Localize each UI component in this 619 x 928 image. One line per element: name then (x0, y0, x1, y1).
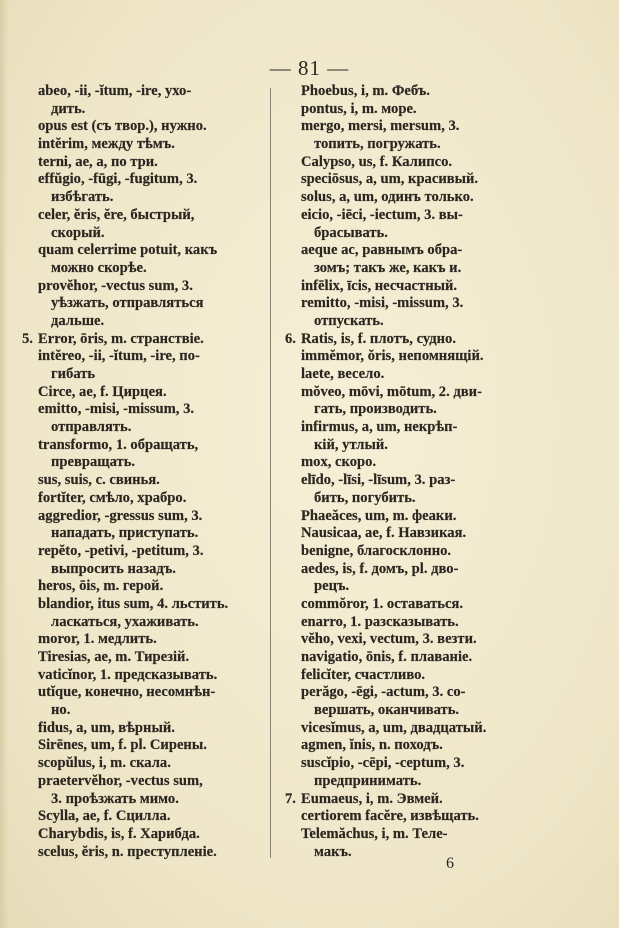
glossary-entry-line (285, 331, 585, 349)
glossary-entry-line (285, 454, 585, 472)
entry-continuation-line (285, 490, 585, 508)
entry-text: certiorem facĕre, извѣщать. (301, 808, 479, 825)
entry-text: opus est (съ твор.), нужно. (38, 118, 207, 135)
entry-text: effŭgio, -fūgi, -fugitum, 3. (38, 171, 198, 188)
entry-text: repĕto, -petivi, -petitum, 3. (38, 542, 204, 559)
entry-text: превращать. (51, 454, 136, 471)
glossary-entry-line (285, 154, 585, 172)
glossary-entry-line (22, 667, 272, 685)
glossary-entry-line (285, 525, 585, 543)
glossary-entry-line (22, 207, 272, 225)
left-column (22, 83, 272, 861)
entry-text: scelus, ĕris, n. преступленіе. (38, 843, 217, 860)
entry-text: Phoebus, i, m. Фебъ. (301, 83, 430, 99)
entry-text: laete, весело. (301, 366, 385, 382)
entry-text: Eumaeus, i, m. Эвмей. (301, 790, 443, 807)
glossary-entry-line (22, 578, 272, 596)
entry-continuation-line (22, 454, 272, 472)
entry-text: solus, a, um, одинъ только. (301, 189, 474, 206)
entry-text: гибать (51, 366, 96, 382)
entry-continuation-line (285, 136, 585, 154)
glossary-entry-line (22, 844, 272, 862)
entry-text: Error, ōris, m. странствіе. (38, 330, 204, 347)
entry-text: abeo, -ii, -ĭtum, -ire, ухо- (38, 83, 192, 99)
entry-text: Nausicaa, ae, f. Навзикая. (301, 525, 467, 542)
entry-text: зомъ; такъ же, какъ и. (314, 259, 462, 276)
glossary-entry-line (22, 631, 272, 649)
entry-text: benigne, благосклонно. (301, 542, 452, 559)
entry-text: navigatio, ōnis, f. плаваніе. (301, 649, 473, 665)
glossary-entry-line (22, 118, 272, 136)
glossary-entry-line (22, 596, 272, 614)
section-number: 7. (285, 790, 296, 807)
entry-text: кій, утлый. (314, 436, 388, 453)
entry-text: бить, погубить. (314, 489, 416, 506)
entry-text: commŏror, 1. оставаться. (301, 595, 464, 612)
entry-text: eicio, -iēci, -iectum, 3. вы- (301, 206, 463, 223)
entry-text: рецъ. (314, 578, 350, 595)
entry-text: speciōsus, a, um, красивый. (301, 171, 479, 188)
entry-text: pontus, i, m. море. (301, 100, 417, 117)
glossary-entry-line (285, 189, 585, 207)
glossary-entry-line (285, 101, 585, 119)
entry-text: предпринимать. (314, 772, 422, 789)
entry-continuation-line (285, 260, 585, 278)
entry-text: брасывать. (314, 224, 388, 241)
entry-text: отпускать. (314, 312, 384, 329)
entry-text: отправлять. (51, 419, 132, 436)
entry-text: emitto, -misi, -missum, 3. (38, 401, 195, 418)
glossary-entry-line (22, 543, 272, 561)
entry-continuation-line (22, 260, 272, 278)
entry-continuation-line (22, 791, 272, 809)
glossary-entry-line (285, 684, 585, 702)
entry-text: perăgo, -ēgi, -actum, 3. со- (301, 684, 466, 701)
entry-text: нападать, приступать. (51, 525, 199, 542)
entry-text: praetervĕhor, -vectus sum, (38, 772, 203, 789)
glossary-entry-line (285, 508, 585, 526)
entry-continuation-line (22, 189, 272, 207)
glossary-entry-line (285, 826, 585, 844)
entry-text: избѣгать. (51, 189, 114, 206)
entry-text: mŏveo, mōvi, mōtum, 2. дви- (301, 383, 482, 400)
entry-text: moror, 1. медлить. (38, 631, 157, 648)
glossary-entry-line (285, 118, 585, 136)
entry-continuation-line (285, 578, 585, 596)
entry-text: 3. проѣзжать мимо. (51, 790, 179, 807)
entry-text: transformo, 1. обращать, (38, 436, 199, 453)
glossary-entry-line (22, 808, 272, 826)
entry-text: Circe, ae, f. Цирцея. (38, 383, 167, 400)
entry-text: immĕmor, ŏris, непомнящій. (301, 348, 484, 365)
entry-text: terni, ae, a, по три. (38, 153, 158, 170)
glossary-entry-line (22, 331, 272, 349)
glossary-entry-line (285, 720, 585, 738)
entry-text: vaticĭnor, 1. предсказывать. (38, 666, 218, 683)
page-number: — 81 — (269, 56, 350, 80)
entry-text: Telemăchus, i, m. Теле- (301, 825, 448, 842)
entry-text: Charybdis, is, f. Харибда. (38, 825, 200, 842)
entry-continuation-line (285, 702, 585, 720)
entry-text: можно скорѣе. (51, 259, 147, 276)
entry-text: дить. (51, 100, 86, 117)
glossary-entry-line (22, 508, 272, 526)
entry-continuation-line (22, 702, 272, 720)
entry-text: fortĭter, смѣло, храбро. (38, 489, 187, 506)
glossary-entry-line (285, 755, 585, 773)
entry-continuation-line (22, 614, 272, 632)
right-column (285, 83, 585, 861)
entry-text: vĕho, vexi, vectum, 3. везти. (301, 631, 477, 648)
glossary-entry-line (22, 826, 272, 844)
entry-continuation-line (285, 437, 585, 455)
glossary-entry-line (22, 437, 272, 455)
glossary-entry-line (285, 667, 585, 685)
glossary-entry-line (22, 737, 272, 755)
entry-text: топить, погружать. (314, 136, 441, 153)
glossary-entry-line (285, 808, 585, 826)
entry-text: Tiresias, ae, m. Тирезій. (38, 649, 190, 665)
glossary-entry-line (285, 596, 585, 614)
entry-continuation-line (22, 366, 272, 384)
entry-text: вершать, оканчивать. (314, 702, 460, 719)
glossary-entry-line (285, 348, 585, 366)
entry-text: heros, ōis, m. герой. (38, 578, 164, 595)
glossary-entry-line (22, 684, 272, 702)
entry-text: infirmus, a, um, некрѣп- (301, 419, 458, 436)
column-divider (270, 88, 271, 858)
glossary-entry-line (285, 384, 585, 402)
glossary-entry-line (285, 561, 585, 579)
entry-continuation-line (285, 225, 585, 243)
entry-text: blandior, itus sum, 4. льстить. (38, 595, 229, 612)
entry-text: felicĭter, счастливо. (301, 666, 426, 683)
entry-continuation-line (22, 561, 272, 579)
glossary-entry-line (285, 295, 585, 313)
entry-continuation-line (22, 225, 272, 243)
entry-text: гать, производить. (314, 401, 437, 418)
glossary-entry-line (285, 543, 585, 561)
glossary-entry-line (285, 419, 585, 437)
entry-continuation-line (22, 295, 272, 313)
entry-text: макъ. (314, 843, 352, 860)
entry-text: celer, ĕris, ĕre, быстрый, (38, 206, 195, 223)
entry-text: aeque ac, равнымъ обра- (301, 242, 463, 259)
entry-text: mergo, mersi, mersum, 3. (301, 118, 460, 135)
entry-text: Phaeăces, um, m. феаки. (301, 507, 457, 524)
glossary-entry-line (285, 649, 585, 667)
glossary-entry-line (22, 136, 272, 154)
entry-continuation-line (22, 101, 272, 119)
entry-text: скорый. (51, 224, 105, 241)
glossary-entry-line (22, 472, 272, 490)
entry-text: elīdo, -līsi, -līsum, 3. раз- (301, 472, 456, 489)
glossary-entry-line (22, 773, 272, 791)
entry-continuation-line (22, 419, 272, 437)
glossary-entry-line (285, 791, 585, 809)
glossary-entry-line (22, 278, 272, 296)
glossary-entry-line (285, 631, 585, 649)
entry-text: дальше. (51, 312, 105, 329)
glossary-entry-line (285, 278, 585, 296)
entry-text: Calypso, us, f. Калипсо. (301, 153, 453, 170)
entry-text: Sirēnes, um, f. pl. Сирены. (38, 737, 207, 754)
page-edge-shadow (0, 0, 8, 928)
entry-text: vicesĭmus, a, um, двадцатый. (301, 719, 487, 736)
glossary-entry-line (285, 207, 585, 225)
glossary-entry-line (22, 83, 272, 101)
glossary-entry-line (285, 472, 585, 490)
section-number: 5. (22, 330, 33, 347)
glossary-entry-line (22, 490, 272, 508)
entry-text: scopŭlus, i, m. скала. (38, 755, 171, 772)
signature-mark: 6 (446, 855, 454, 872)
entry-text: sus, suis, c. свинья. (38, 472, 160, 489)
entry-text: intĕreo, -ii, -ĭtum, -ire, по- (38, 348, 200, 365)
entry-text: enarro, 1. разсказывать. (301, 613, 459, 630)
entry-text: aggredior, -gressus sum, 3. (38, 507, 203, 524)
glossary-entry-line (285, 737, 585, 755)
entry-continuation-line (285, 844, 585, 862)
glossary-entry-line (22, 348, 272, 366)
glossary-entry-line (22, 720, 272, 738)
glossary-entry-line (285, 366, 585, 384)
glossary-entry-line (285, 614, 585, 632)
entry-continuation-line (22, 525, 272, 543)
entry-text: mox, скоро. (301, 454, 377, 471)
entry-text: fidus, a, um, вѣрный. (38, 719, 175, 736)
entry-text: intĕrim, между тѣмъ. (38, 136, 175, 153)
entry-text: ласкаться, ухаживать. (51, 613, 199, 630)
entry-continuation-line (285, 313, 585, 331)
glossary-entry-line (22, 755, 272, 773)
entry-text: aedes, is, f. домъ, pl. дво- (301, 560, 459, 577)
glossary-entry-line (22, 401, 272, 419)
glossary-entry-line (285, 83, 585, 101)
section-number: 6. (285, 330, 296, 347)
glossary-entry-line (22, 154, 272, 172)
glossary-entry-line (22, 649, 272, 667)
glossary-entry-line (22, 242, 272, 260)
entry-text: уѣзжать, отправляться (51, 295, 204, 312)
glossary-entry-line (285, 242, 585, 260)
entry-text: utĭque, конечно, несомнѣн- (38, 684, 216, 701)
entry-continuation-line (285, 401, 585, 419)
entry-text: quam celerrime potuit, какъ (38, 242, 218, 259)
entry-text: но. (51, 702, 71, 719)
entry-text: provĕhor, -vectus sum, 3. (38, 277, 193, 294)
entry-text: remitto, -misi, -missum, 3. (301, 295, 464, 312)
entry-text: agmen, ĭnis, n. походъ. (301, 737, 443, 754)
glossary-entry-line (285, 171, 585, 189)
entry-text: Ratis, is, f. плотъ, судно. (301, 330, 456, 347)
entry-text: выпросить назадъ. (51, 560, 176, 577)
glossary-entry-line (22, 384, 272, 402)
entry-continuation-line (22, 313, 272, 331)
entry-text: infēlix, īcis, несчастный. (301, 277, 458, 294)
entry-text: Scylla, ae, f. Сцилла. (38, 808, 171, 825)
glossary-entry-line (22, 171, 272, 189)
entry-continuation-line (285, 773, 585, 791)
entry-text: suscĭpio, -cēpi, -ceptum, 3. (301, 755, 465, 772)
